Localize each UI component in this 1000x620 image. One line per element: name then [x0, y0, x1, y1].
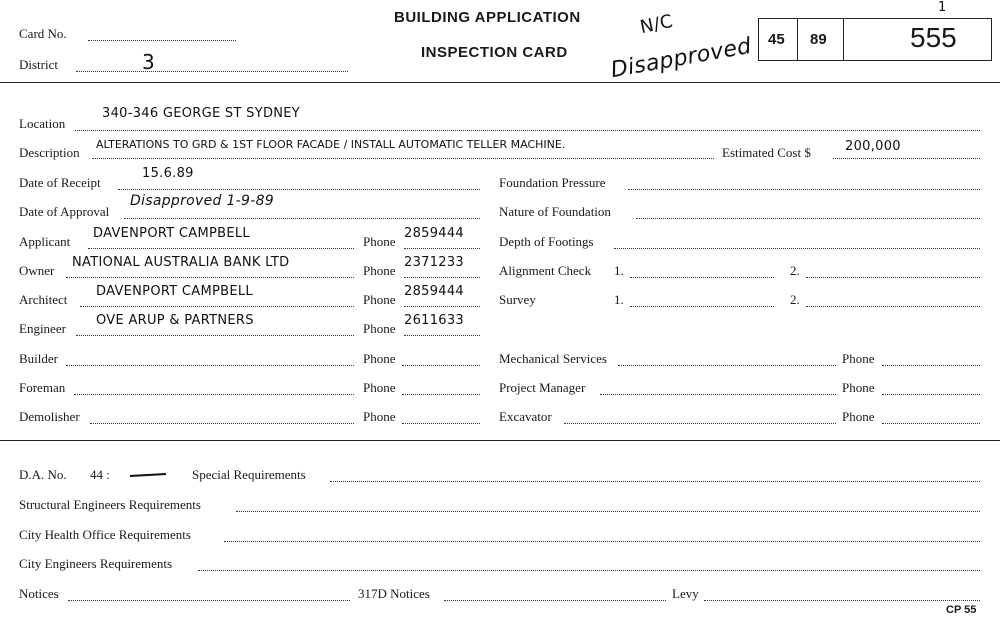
special-requirements-label: Special Requirements [192, 467, 306, 482]
handwritten-disapproved-stamp: Disapproved [608, 33, 754, 84]
levy-label: Levy [672, 586, 699, 601]
engineer-field[interactable] [76, 335, 354, 336]
nature-foundation-label: Nature of Foundation [499, 204, 611, 219]
notices-field[interactable] [68, 600, 350, 601]
owner-label: Owner [19, 263, 55, 278]
health-requirements-label: City Health Office Requirements [19, 527, 191, 542]
builder-label: Builder [19, 351, 58, 366]
city-engineers-label: City Engineers Requirements [19, 556, 173, 571]
excavator-phone-label: Phone [842, 409, 875, 424]
date-receipt-value: 15.6.89 [142, 166, 194, 181]
foundation-pressure-field[interactable] [628, 189, 980, 190]
nature-foundation-field[interactable] [636, 218, 980, 219]
foreman-phone-field[interactable] [402, 394, 480, 395]
demolisher-phone-field[interactable] [402, 423, 480, 424]
architect-phone-field[interactable] [404, 306, 480, 307]
alignment-check-num-2: 2. [790, 263, 800, 278]
alignment-check-field-1[interactable] [630, 277, 774, 278]
mechanical-phone-label: Phone [842, 351, 875, 366]
builder-field[interactable] [66, 365, 354, 366]
owner-phone-field[interactable] [404, 277, 480, 278]
description-field[interactable] [92, 158, 714, 159]
architect-field[interactable] [80, 306, 354, 307]
engineer-value: OVE ARUP & PARTNERS [96, 313, 254, 328]
da-no-dash [130, 473, 166, 477]
footer-divider [0, 440, 1000, 441]
date-approval-label: Date of Approval [19, 204, 110, 219]
foreman-field[interactable] [74, 394, 354, 395]
mechanical-services-label: Mechanical Services [499, 351, 607, 366]
district-value: 3 [142, 50, 156, 74]
structural-requirements-field[interactable] [236, 511, 980, 512]
alignment-check-label: Alignment Check [499, 263, 592, 278]
location-value: 340-346 GEORGE ST SYDNEY [102, 106, 301, 121]
alignment-check-field-2[interactable] [806, 277, 980, 278]
applicant-field[interactable] [88, 248, 354, 249]
architect-label: Architect [19, 292, 68, 307]
estimated-cost-field[interactable] [833, 158, 980, 159]
card-no-field[interactable] [88, 40, 236, 41]
engineer-phone-label: Phone [363, 321, 396, 336]
builder-phone-field[interactable] [402, 365, 480, 366]
title-line-2: INSPECTION CARD [421, 44, 568, 61]
applicant-label: Applicant [19, 234, 71, 249]
owner-phone-value: 2371233 [404, 255, 464, 270]
form-code: CP 55 [946, 604, 977, 616]
date-approval-field[interactable] [124, 218, 480, 219]
builder-phone-label: Phone [363, 351, 396, 366]
notices-label: Notices [19, 586, 59, 601]
excavator-label: Excavator [499, 409, 552, 424]
box-b-value: 89 [810, 31, 827, 48]
levy-field[interactable] [704, 600, 980, 601]
location-label: Location [19, 116, 66, 131]
district-label: District [19, 57, 58, 72]
excavator-phone-field[interactable] [882, 423, 980, 424]
engineer-phone-field[interactable] [404, 335, 480, 336]
architect-value: DAVENPORT CAMPBELL [96, 284, 253, 299]
structural-requirements-label: Structural Engineers Requirements [19, 497, 201, 512]
project-manager-phone-label: Phone [842, 380, 875, 395]
excavator-field[interactable] [564, 423, 836, 424]
box-number-value: 555 [910, 22, 957, 53]
survey-num-1: 1. [614, 292, 624, 307]
owner-field[interactable] [66, 277, 354, 278]
depth-footings-label: Depth of Footings [499, 234, 594, 249]
survey-field-1[interactable] [630, 306, 774, 307]
project-manager-label: Project Manager [499, 380, 586, 395]
alignment-check-num-1: 1. [614, 263, 624, 278]
demolisher-phone-label: Phone [363, 409, 396, 424]
location-field[interactable] [75, 130, 980, 131]
architect-phone-value: 2859444 [404, 284, 464, 299]
da-no-value: 44 : [90, 467, 110, 482]
project-manager-phone-field[interactable] [882, 394, 980, 395]
mechanical-phone-field[interactable] [882, 365, 980, 366]
foundation-pressure-label: Foundation Pressure [499, 175, 606, 190]
applicant-value: DAVENPORT CAMPBELL [93, 226, 250, 241]
date-approval-value: Disapproved 1-9-89 [130, 193, 275, 209]
survey-label: Survey [499, 292, 536, 307]
health-requirements-field[interactable] [224, 541, 980, 542]
owner-value: NATIONAL AUSTRALIA BANK LTD [72, 255, 290, 270]
engineer-phone-value: 2611633 [404, 313, 464, 328]
da-no-label: D.A. No. [19, 467, 67, 482]
city-engineers-field[interactable] [198, 570, 980, 571]
description-label: Description [19, 145, 80, 160]
depth-footings-field[interactable] [614, 248, 980, 249]
survey-num-2: 2. [790, 292, 800, 307]
demolisher-label: Demolisher [19, 409, 80, 424]
box-tick-mark: 1 [938, 0, 947, 15]
notices-317d-field[interactable] [444, 600, 666, 601]
foreman-label: Foreman [19, 380, 66, 395]
handwritten-nc: N/C [638, 10, 675, 39]
description-value: ALTERATIONS TO GRD & 1ST FLOOR FACADE / INSTALL AUTOMATIC TELLER MACHINE. [96, 138, 566, 151]
date-receipt-label: Date of Receipt [19, 175, 101, 190]
applicant-phone-value: 2859444 [404, 226, 464, 241]
engineer-label: Engineer [19, 321, 66, 336]
box-a-value: 45 [768, 31, 785, 48]
estimated-cost-label: Estimated Cost $ [722, 145, 811, 160]
owner-phone-label: Phone [363, 263, 396, 278]
district-field[interactable] [76, 71, 348, 72]
mechanical-services-field[interactable] [618, 365, 836, 366]
applicant-phone-label: Phone [363, 234, 396, 249]
card-no-label: Card No. [19, 26, 67, 41]
special-requirements-field[interactable] [330, 481, 980, 482]
header-divider [0, 82, 1000, 83]
date-receipt-field[interactable] [118, 189, 480, 190]
survey-field-2[interactable] [806, 306, 980, 307]
project-manager-field[interactable] [600, 394, 836, 395]
applicant-phone-field[interactable] [404, 248, 480, 249]
notices-317d-label: 317D Notices [358, 586, 430, 601]
foreman-phone-label: Phone [363, 380, 396, 395]
architect-phone-label: Phone [363, 292, 396, 307]
title-line-1: BUILDING APPLICATION [394, 9, 581, 26]
estimated-cost-value: 200,000 [845, 139, 901, 154]
demolisher-field[interactable] [90, 423, 354, 424]
